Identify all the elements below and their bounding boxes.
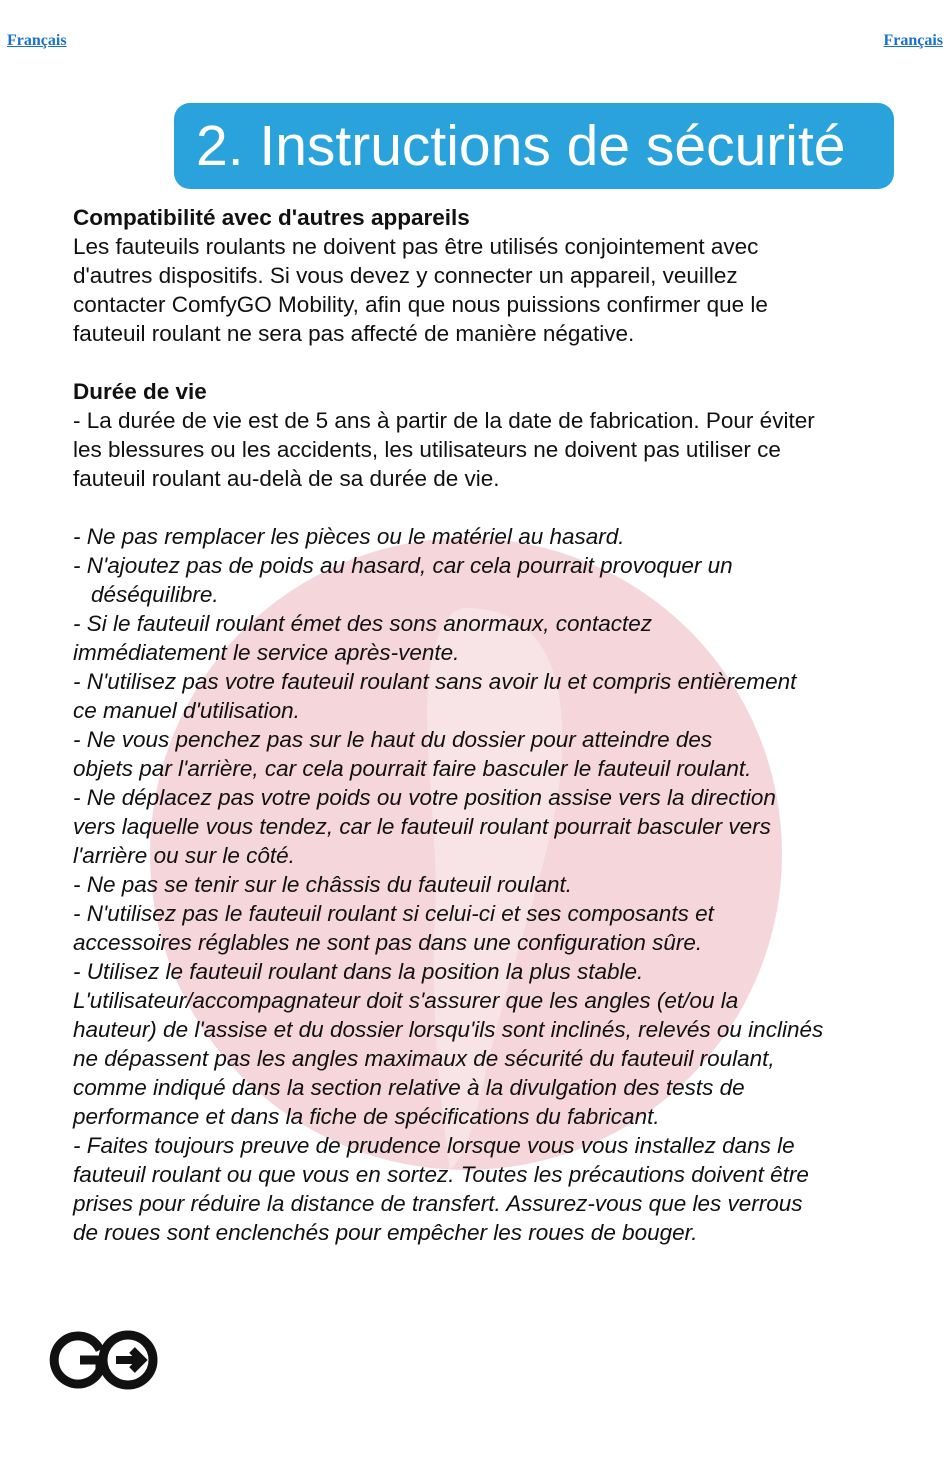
compatibility-heading: Compatibilité avec d'autres appareils — [73, 205, 470, 230]
warning-line: ce manuel d'utilisation. — [73, 698, 300, 723]
lifetime-line: fauteuil roulant au-delà de sa durée de vie. — [73, 466, 500, 491]
warning-line: l'arrière ou sur le côté. — [73, 843, 295, 868]
warning-line: - Faites toujours preuve de prudence lorsque vous vous installez dans le — [73, 1133, 795, 1158]
compatibility-line: contacter ComfyGO Mobility, afin que nous puissions confirmer que le — [73, 292, 768, 317]
warning-line: - N'utilisez pas le fauteuil roulant si celui-ci et ses composants et — [73, 901, 714, 926]
language-link-right[interactable]: Français — [883, 32, 943, 49]
warning-line: prises pour réduire la distance de transfert. Assurez-vous que les verrous — [73, 1191, 803, 1216]
warning-line: - Si le fauteuil roulant émet des sons anormaux, contactez — [73, 611, 653, 636]
page-title: 2. Instructions de sécurité — [196, 113, 846, 178]
warning-line: - Utilisez le fauteuil roulant dans la position la plus stable. — [73, 959, 644, 984]
lifetime-line: - La durée de vie est de 5 ans à partir de la date de fabrication. Pour éviter — [73, 408, 815, 433]
paragraph-gap — [73, 493, 893, 522]
main-content — [73, 203, 893, 1247]
warning-line: ne dépassent pas les angles maximaux de sécurité du fauteuil roulant, — [73, 1046, 775, 1071]
warning-line: objets par l'arrière, car cela pourrait faire basculer le fauteuil roulant. — [73, 756, 752, 781]
warning-line: comme indiqué dans la section relative à la divulgation des tests de — [73, 1075, 745, 1100]
warning-line: déséquilibre. — [91, 582, 219, 607]
warning-line: immédiatement le service après-vente. — [73, 640, 460, 665]
warning-line: accessoires réglables ne sont pas dans une configuration sûre. — [73, 930, 703, 955]
warning-line: - Ne pas remplacer les pièces ou le matériel au hasard. — [73, 524, 625, 549]
compatibility-line: fauteuil roulant ne sera pas affecté de manière négative. — [73, 321, 635, 346]
warning-line: - Ne vous penchez pas sur le haut du dossier pour atteindre des — [73, 727, 713, 752]
warning-line: performance et dans la fiche de spécifications du fabricant. — [73, 1104, 660, 1129]
warning-line: - Ne déplacez pas votre poids ou votre position assise vers la direction — [73, 785, 776, 810]
warning-line: fauteuil roulant ou que vous en sortez. Toutes les précautions doivent être — [73, 1162, 809, 1187]
lifetime-line: les blessures ou les accidents, les utilisateurs ne doivent pas utiliser ce — [73, 437, 781, 462]
safety-warnings-list — [73, 522, 893, 1247]
compatibility-line: d'autres dispositifs. Si vous devez y connecter un appareil, veuillez — [73, 263, 738, 288]
warning-line: de roues sont enclenchés pour empêcher les roues de bouger. — [73, 1220, 698, 1245]
warning-line: - N'ajoutez pas de poids au hasard, car cela pourrait provoquer un — [73, 553, 733, 578]
warning-line: - Ne pas se tenir sur le châssis du fauteuil roulant. — [73, 872, 572, 897]
warning-line: L'utilisateur/accompagnateur doit s'assurer que les angles (et/ou la — [73, 988, 739, 1013]
paragraph-gap — [73, 348, 893, 377]
lifetime-heading: Durée de vie — [73, 379, 207, 404]
compatibility-line: Les fauteuils roulants ne doivent pas être utilisés conjointement avec — [73, 234, 759, 259]
warning-line: - N'utilisez pas votre fauteuil roulant sans avoir lu et compris entièrement — [73, 669, 797, 694]
language-link-left[interactable]: Français — [7, 32, 67, 49]
section-title-banner — [174, 103, 894, 189]
warning-line: hauteur) de l'assise et du dossier lorsqu'ils sont inclinés, relevés ou inclinés — [73, 1017, 824, 1042]
warning-line: vers laquelle vous tendez, car le fauteuil roulant pourrait basculer vers — [73, 814, 771, 839]
comfygo-logo-icon — [46, 1330, 158, 1390]
